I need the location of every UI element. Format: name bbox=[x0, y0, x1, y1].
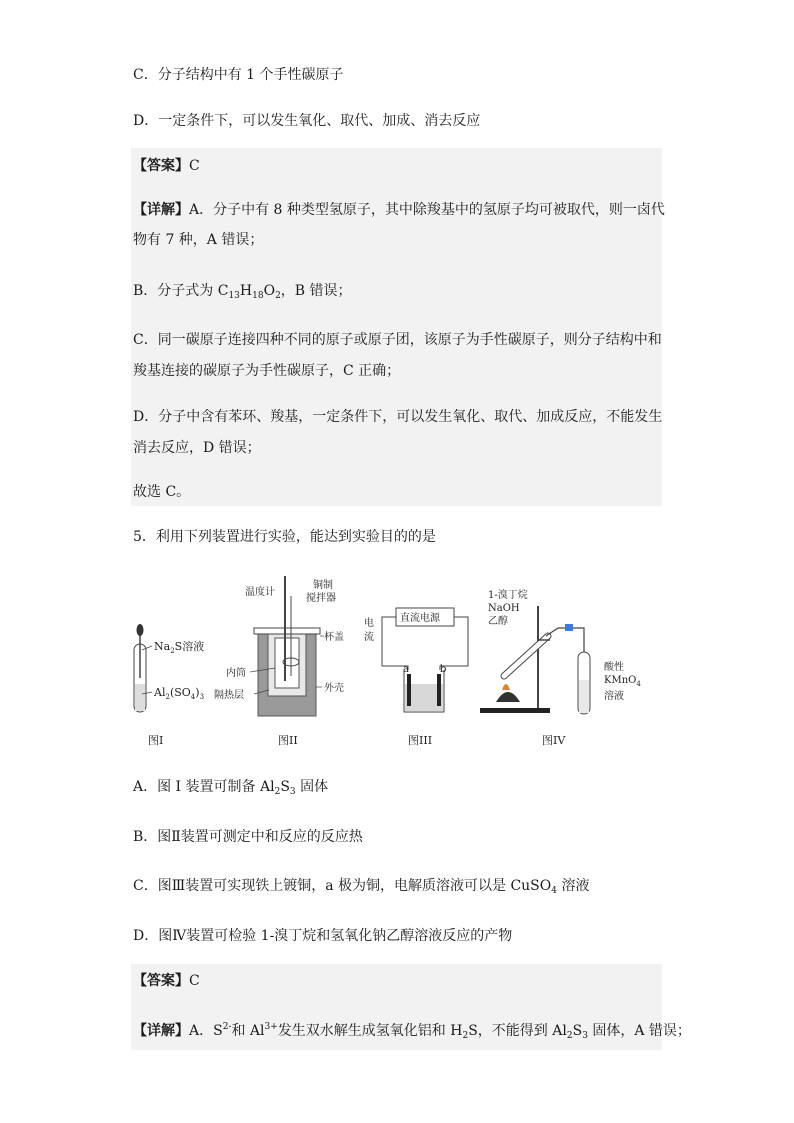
formula-o: O bbox=[263, 283, 276, 299]
fig1-caption: 图I bbox=[148, 734, 164, 747]
question-5: 5．利用下列装置进行实验，能达到实验目的的是 bbox=[133, 529, 436, 545]
answer-value: C bbox=[189, 158, 200, 174]
fig4-right-2-kmno4: KMnO$_4$ bbox=[604, 675, 641, 688]
detail2-prefix: A．S bbox=[189, 1023, 223, 1039]
figure-4 bbox=[480, 588, 641, 747]
fig3-electrode-b: b bbox=[440, 664, 447, 675]
formula-h: H bbox=[239, 283, 253, 299]
fig2-stirrer-label-2: 搅拌器 bbox=[306, 593, 336, 604]
fig3-current-label-2: 流 bbox=[364, 632, 374, 643]
fig1-reagent-bottom-al2so43: $Al_2(SO_4)_3$ bbox=[154, 686, 205, 701]
detail-a-line2: 物有 7 种，A 错误； bbox=[133, 232, 264, 248]
fig2-thermometer-label: 温度计 bbox=[245, 587, 275, 598]
subscript: 2 bbox=[274, 787, 281, 797]
detail-c-line1: C．同一碳原子连接四种不同的原子或原子团，该原子为手性碳原子，则分子结构中和 bbox=[133, 332, 662, 348]
answer-label: 【答案】 bbox=[133, 973, 189, 989]
option-5a-prefix: A．图 I 装置可制备 Al bbox=[133, 779, 275, 795]
answer-line-1 bbox=[133, 157, 200, 175]
fig2-lid-label: 杯盖 bbox=[324, 632, 344, 643]
detail-b-prefix: B．分子式为 C bbox=[133, 283, 229, 299]
figure-2 bbox=[214, 576, 344, 747]
option-5a bbox=[133, 778, 328, 796]
fig2-shell-label: 外壳 bbox=[324, 683, 344, 694]
answer-line-2 bbox=[133, 972, 200, 990]
detail-d-line2: 消去反应，D 错误； bbox=[133, 440, 261, 456]
detail-d-line1: D．分子中含有苯环、羧基，一定条件下，可以发生氧化、取代、加成反应，不能发生 bbox=[133, 409, 663, 425]
subscript: 3 bbox=[289, 787, 296, 797]
option-5d: D．图Ⅳ装置可检验 1-溴丁烷和氢氧化钠乙醇溶液反应的产物 bbox=[133, 928, 513, 944]
option-5a-suffix: 固体 bbox=[295, 779, 329, 795]
figure-3 bbox=[364, 608, 468, 747]
superscript: 3+ bbox=[264, 1022, 278, 1032]
detail-a-text: A．分子中有 8 种类型氢原子，其中除羧基中的氢原子均可被取代，则一卤代 bbox=[189, 202, 665, 218]
subscript: 2 bbox=[275, 291, 281, 301]
option-c-text: C．分子结构中有 1 个手性碳原子 bbox=[133, 67, 344, 83]
conclusion-line: 故选 C。 bbox=[133, 484, 191, 500]
subscript: 4 bbox=[551, 886, 557, 896]
detail2-mid: S，不能得到 Al bbox=[468, 1023, 567, 1039]
figure-1 bbox=[134, 624, 204, 747]
fig2-caption: 图II bbox=[278, 734, 298, 747]
formula-s: S bbox=[280, 779, 290, 795]
detail2-mid: 和 Al bbox=[231, 1023, 265, 1039]
fig4-right-1: 酸性 bbox=[604, 662, 624, 673]
option-d-text: D．一定条件下，可以发生氧化、取代、加成、消去反应 bbox=[133, 113, 481, 129]
fig2-stirrer-label-1: 铜制 bbox=[313, 580, 333, 591]
subscript: 2 bbox=[566, 1031, 573, 1041]
fig2-inner-label: 内筒 bbox=[226, 668, 246, 679]
detail2-mid: 发生双水解生成氢氧化铝和 H bbox=[277, 1023, 463, 1039]
fig1-reagent-top-na2s: $Na_2S$溶液 bbox=[154, 640, 205, 655]
detail-label: 【详解】 bbox=[133, 202, 189, 218]
superscript: 2- bbox=[222, 1022, 232, 1032]
detail2-line bbox=[133, 1022, 691, 1040]
fig4-reagent-3: 乙醇 bbox=[488, 616, 508, 627]
detail-b-line bbox=[133, 282, 352, 300]
fig4-caption: 图IV bbox=[542, 734, 566, 747]
apparatus-figure bbox=[128, 566, 668, 750]
fig4-reagent-1: 1-溴丁烷 bbox=[488, 590, 528, 601]
detail-b-suffix: ，B 错误； bbox=[280, 283, 352, 299]
fig2-insulation-label: 隔热层 bbox=[214, 690, 244, 701]
subscript: 3 bbox=[582, 1031, 588, 1041]
fig4-reagent-2: NaOH bbox=[488, 603, 520, 614]
fig3-power-label: 直流电源 bbox=[400, 613, 440, 624]
subscript: 18 bbox=[252, 291, 264, 301]
detail2-suffix: 固体，A 错误； bbox=[587, 1023, 691, 1039]
fig3-current-label-1: 电 bbox=[364, 618, 374, 629]
detail-c-line2: 羧基连接的碳原子为手性碳原子，C 正确； bbox=[133, 363, 401, 379]
detail-label: 【详解】 bbox=[133, 1023, 189, 1039]
option-5b: B．图Ⅱ装置可测定中和反应的反应热 bbox=[133, 829, 363, 845]
answer-label: 【答案】 bbox=[133, 158, 189, 174]
subscript: 2 bbox=[462, 1031, 469, 1041]
fig4-right-3: 溶液 bbox=[604, 691, 624, 702]
fig3-caption: 图III bbox=[408, 734, 433, 747]
answer-value: C bbox=[189, 973, 200, 989]
fig3-electrode-a: a bbox=[403, 664, 409, 675]
option-5c-suffix: 溶液 bbox=[557, 878, 590, 894]
detail-a-line1 bbox=[133, 201, 665, 219]
option-5c bbox=[133, 877, 589, 895]
option-5c-prefix: C．图Ⅲ装置可实现铁上镀铜，a 极为铜，电解质溶液可以是 CuSO bbox=[133, 878, 552, 894]
subscript: 13 bbox=[228, 291, 240, 301]
detail2-mid: S bbox=[572, 1023, 583, 1039]
